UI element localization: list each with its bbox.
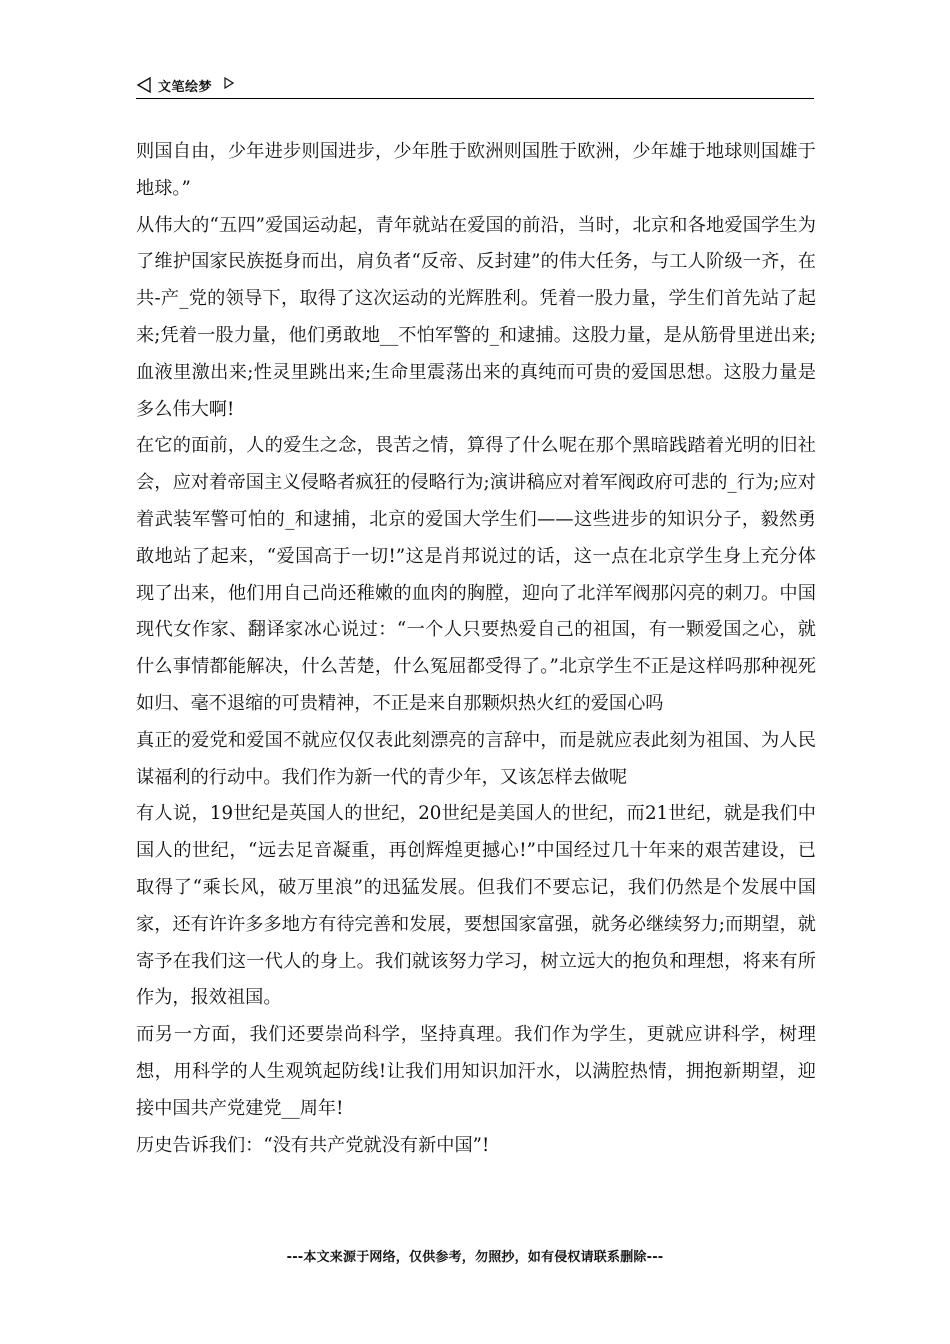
paragraph-6: 而另一方面，我们还要崇尚科学，坚持真理。我们作为学生，更就应讲科学，树理想，用科学的人生观筑起防线!让我们用知识加汗水，以满腔热情，拥抱新期望，迎接中国共产党建党__周年! <box>136 1024 816 1119</box>
header-title: 文笔绘梦 <box>158 80 213 95</box>
triangle-left-outline-icon <box>136 77 152 93</box>
paragraph-1: 则国自由，少年进步则国进步，少年胜于欧洲则国胜于欧洲，少年雄于地球则国雄于地球。” <box>136 141 816 199</box>
paragraph-5: 有人说，19世纪是英国人的世纪，20世纪是美国人的世纪，而21世纪，就是我们中国人的世纪，“远去足音凝重，再创辉煌更撼心!”中国经过几十年来的艰苦建设，已取得了“乘长风，破万里浪”的迅猛发展。但我们不要忘记，我们仍然是个发展中国家，还有许许多多地方有待完善和发展，要想国家富强，就务必继续努力;而期望，就寄予在我们这一代人的身上。我们就该努力学习，树立远大的抱负和理想，将来有所作为，报效祖国。 <box>136 803 816 1009</box>
document-body <box>136 134 816 1164</box>
paragraph-4: 真正的爱党和爱国不就应仅仅表此刻漂亮的言辞中，而是就应表此刻为祖国、为人民谋福利的行动中。我们作为新一代的青少年，又该怎样去做呢 <box>136 729 816 788</box>
footer-notice: ---本文来源于网络，仅供参考，勿照抄，如有侵权请联系删除--- <box>286 1250 664 1265</box>
paragraph-3: 在它的面前，人的爱生之念，畏苦之情，算得了什么呢在那个黑暗践踏着光明的旧社会，应对着帝国主义侵略者疯狂的侵略行为;演讲稿应对着军阀政府可悲的_行为;应对着武装军警可怕的_和逮捕，北京的爱国大学生们——这些进步的知识分子，毅然勇敢地站了起来，“爱国高于一切!”这是肖邦说过的话，这一点在北京学生身上充分体现了出来，他们用自己尚还稚嫩的血肉的胸膛，迎向了北洋军阀那闪亮的刺刀。中国现代女作家、翻译家冰心说过：“一个人只要热爱自己的祖国，有一颗爱国之心，就什么事情都能解决，什么苦楚，什么冤屈都受得了。”北京学生不正是这样吗那种视死如归、毫不退缩的可贵精神，不正是来自那颗炽热火红的爱国心吗 <box>136 435 816 714</box>
paragraph-7: 历史告诉我们：“没有共产党就没有新中国”! <box>136 1134 490 1156</box>
triangle-right-outline-icon <box>224 77 234 89</box>
paragraph-2: 从伟大的“五四”爱国运动起，青年就站在爱国的前沿，当时，北京和各地爱国学生为了维护国家民族挺身而出，肩负者“反帝、反封建”的伟大任务，与工人阶级一齐，在共-产_党的领导下，取得了这次运动的光辉胜利。凭着一股力量，学生们首先站了起来;凭着一股力量，他们勇敢地__不怕军警的_和逮捕。这股力量，是从筋骨里迸出来;血液里激出来;性灵里跳出来;生命里震荡出来的真纯而可贵的爱国思想。这股力量是多么伟大啊! <box>136 214 816 420</box>
page-header <box>136 74 814 99</box>
